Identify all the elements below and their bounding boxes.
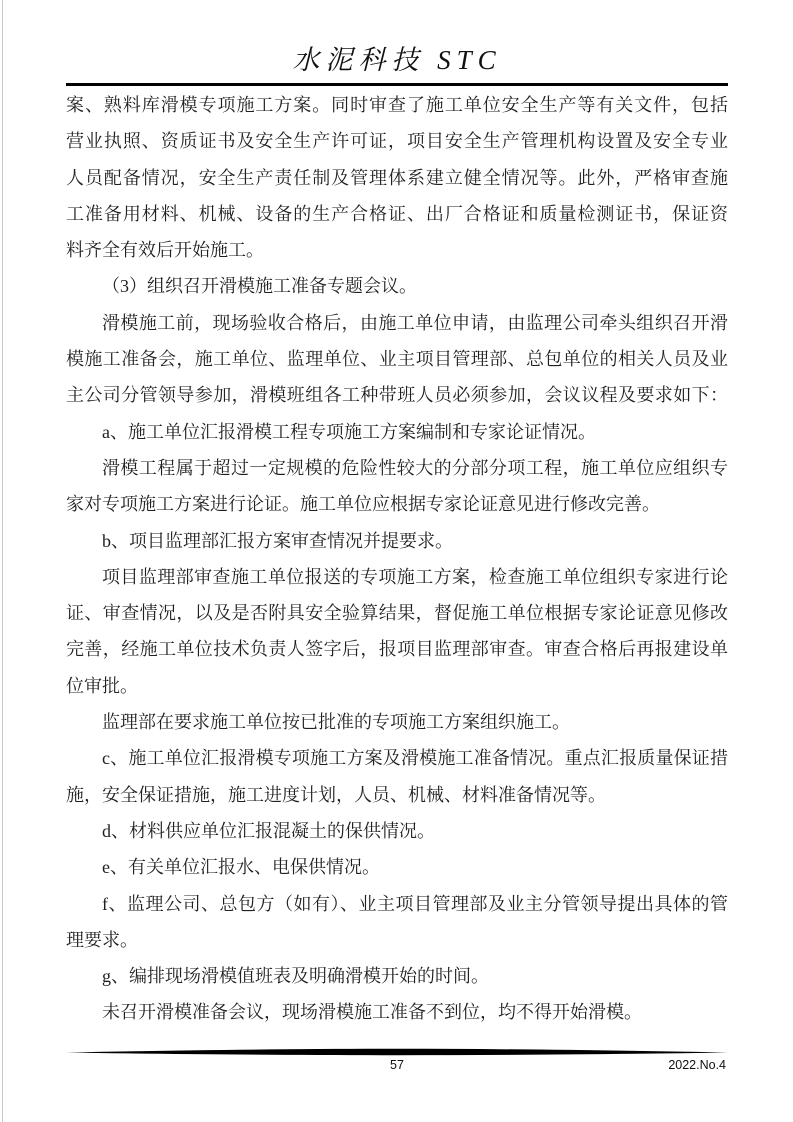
body-line: 施，安全保证措施，施工进度计划，人员、机械、材料准备情况等。 (66, 784, 606, 805)
body-line: 料齐全有效后开始施工。 (66, 240, 264, 261)
body-line: 未召开滑模准备会议，现场滑模施工准备不到位，均不得开始滑模。 (102, 1002, 642, 1023)
body-line: 滑模施工前，现场验收合格后，由施工单位申请，由监理公司牵头组织召开滑 (102, 312, 728, 333)
body-line: 理要求。 (66, 929, 138, 950)
body-line: g、编排现场滑模值班表及明确滑模开始的时间。 (102, 966, 489, 987)
body-line: （3）组织召开滑模施工准备专题会议。 (102, 276, 417, 297)
issue-number: 2022.No.4 (668, 1058, 726, 1072)
header-rule (66, 83, 728, 86)
page-number: 57 (390, 1058, 404, 1072)
body-line: c、施工单位汇报滑模专项施工方案及滑模施工准备情况。重点汇报质量保证措 (102, 748, 728, 769)
body-line: 案、熟料库滑模专项施工方案。同时审查了施工单位安全生产等有关文件，包括 (66, 95, 728, 115)
body-line: 营业执照、资质证书及安全生产许可证，项目安全生产管理机构设置及安全专业 (66, 131, 728, 152)
footer (66, 1058, 728, 1076)
body-line: a、施工单位汇报滑模工程专项施工方案编制和专家论证情况。 (102, 421, 596, 442)
body-line: 监理部在要求施工单位按已批准的专项施工方案组织施工。 (102, 712, 570, 733)
body-line: 位审批。 (66, 675, 138, 696)
body-line: 模施工准备会，施工单位、监理单位、业主项目管理部、总包单位的相关人员及业 (66, 349, 728, 370)
body-line: 工准备用材料、机械、设备的生产合格证、出厂合格证和质量检测证书，保证资 (66, 203, 728, 224)
body-line: 项目监理部审查施工单位报送的专项施工方案，检查施工单位组织专家进行论 (102, 566, 728, 587)
body-line: 完善，经施工单位技术负责人签字后，报项目监理部审查。审查合格后再报建设单 (66, 639, 728, 660)
body-line: 证、审查情况，以及是否附具安全验算结果，督促施工单位根据专家论证意见修改 (66, 603, 728, 624)
body-line: d、材料供应单位汇报混凝土的保供情况。 (102, 820, 435, 841)
journal-title: 水泥科技 STC (292, 45, 502, 75)
body-line: f、监理公司、总包方（如有）、业主项目管理部及业主分管领导提出具体的管 (102, 893, 728, 914)
body-line: b、项目监理部汇报方案审查情况并提要求。 (102, 530, 453, 551)
body-line: 家对专项施工方案进行论证。施工单位应根据专家论证意见进行修改完善。 (66, 494, 660, 515)
body-line: 人员配备情况，安全生产责任制及管理体系建立健全情况等。此外，严格审查施 (66, 167, 728, 188)
body-line: e、有关单位汇报水、电保供情况。 (102, 857, 380, 878)
body-text (66, 87, 728, 1031)
scan-edge-artifact (2, 0, 3, 1122)
body-line: 主公司分管领导参加，滑模班组各工种带班人员必须参加，会议议程及要求如下： (66, 385, 728, 406)
body-line: 滑模工程属于超过一定规模的危险性较大的分部分项工程，施工单位应组织专 (102, 457, 728, 478)
footer-rule (66, 1048, 728, 1056)
